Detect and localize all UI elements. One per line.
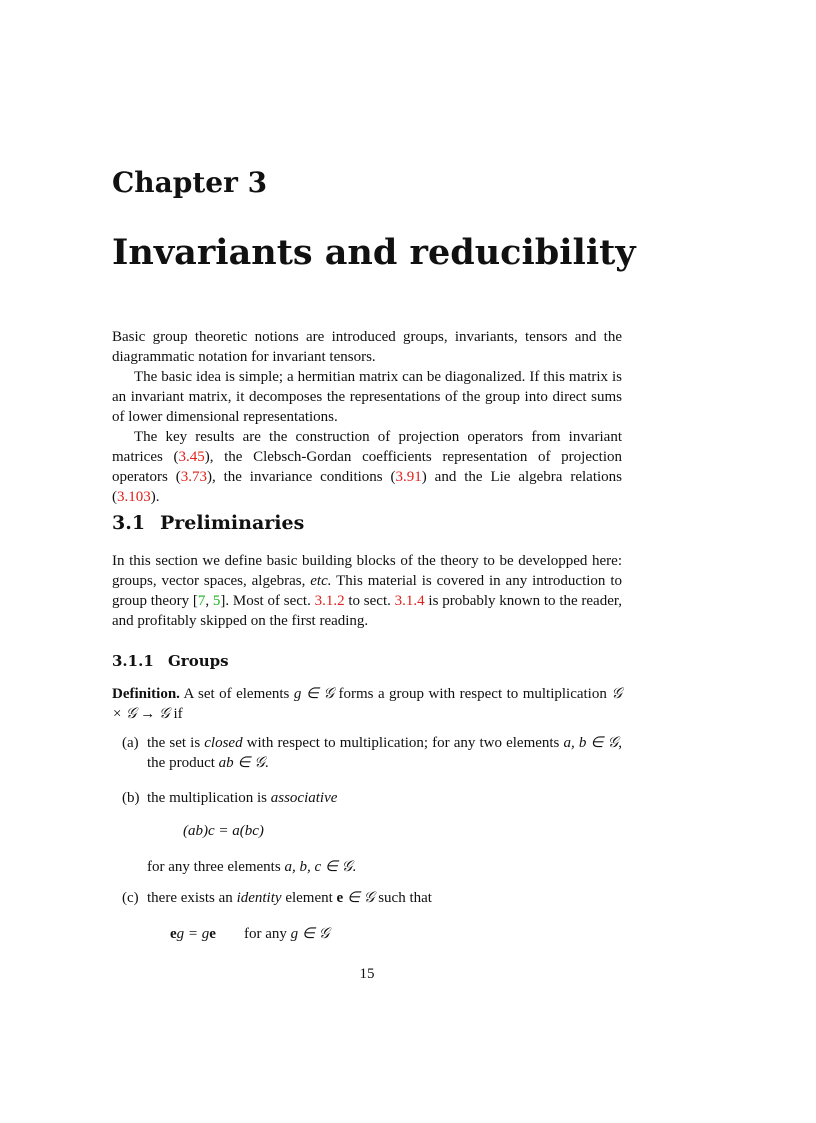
intro-paragraph-1: Basic group theoretic notions are introduced groups, invariants, tensors and the diagrammatic notation for invariant tensors.	[112, 329, 622, 365]
definition-lead: Definition.	[112, 686, 180, 702]
section-ref-3-1-4[interactable]: 3.1.4	[394, 593, 425, 609]
subsection-title: Groups	[168, 652, 229, 670]
chapter-label: Chapter 3	[112, 166, 268, 199]
definition-paragraph: Definition. A set of elements g ∈ 𝒢 forms a group with respect to multiplication 𝒢 × 𝒢 → 𝒢 if	[112, 686, 622, 722]
section-paragraph: In this section we define basic building blocks of the theory to be developped here: groups, vector spaces, algebras, etc. This material is covered in any introduction to group theory [7, 5]. Most of sect. 3.1.2 to sect. 3.1.4 is probably known to the reader, and profitably skipped on the first reading.	[112, 553, 623, 629]
list-item-c: (c) there exists an identity element e ∈ 𝒢 such that	[122, 890, 432, 906]
equation-identity: eg = ge for any g ∈ 𝒢	[170, 926, 330, 942]
subsection-heading	[112, 652, 229, 670]
list-item-a: (a) the set is closed with respect to multiplication; for any two elements a, b ∈ 𝒢, the product ab ∈ 𝒢.	[122, 735, 622, 771]
intro-paragraph-2: The basic idea is simple; a hermitian matrix can be diagonalized. If this matrix is an invariant matrix, it decomposes the representations of the group into direct sums of lower dimensional representations.	[112, 369, 622, 425]
list-item-b-continuation: for any three elements a, b, c ∈ 𝒢.	[147, 859, 357, 875]
citation-5[interactable]: 5	[212, 593, 221, 609]
chapter-title: Invariants and reducibility	[112, 232, 636, 273]
equation-ref-3-45[interactable]: 3.45	[178, 449, 205, 465]
subsection-number: 3.1.1	[112, 652, 154, 670]
section-number: 3.1	[112, 512, 146, 534]
intro-paragraph-3: The key results are the construction of projection operators from invariant matrices (3.45), the Clebsch-Gordan coefficients representation of projection operators (3.73), the invariance conditions (3.91) and the Lie algebra relations (3.103).	[112, 429, 622, 505]
page-number: 15	[359, 966, 375, 982]
equation-ref-3-73[interactable]: 3.73	[180, 469, 207, 485]
list-item-b: (b) the multiplication is associative	[122, 790, 338, 806]
equation-ref-3-91[interactable]: 3.91	[395, 469, 422, 485]
section-ref-3-1-2[interactable]: 3.1.2	[314, 593, 345, 609]
equation-associativity: (ab)c = a(bc)	[183, 823, 264, 839]
citation-7[interactable]: 7	[197, 593, 206, 609]
equation-ref-3-103[interactable]: 3.103	[117, 489, 151, 505]
chapter-intro	[112, 327, 622, 507]
section-heading	[112, 512, 304, 534]
list-item-label: (c)	[122, 890, 139, 906]
list-item-label: (b)	[122, 790, 140, 806]
list-item-label: (a)	[122, 735, 139, 751]
section-title: Preliminaries	[160, 512, 305, 534]
